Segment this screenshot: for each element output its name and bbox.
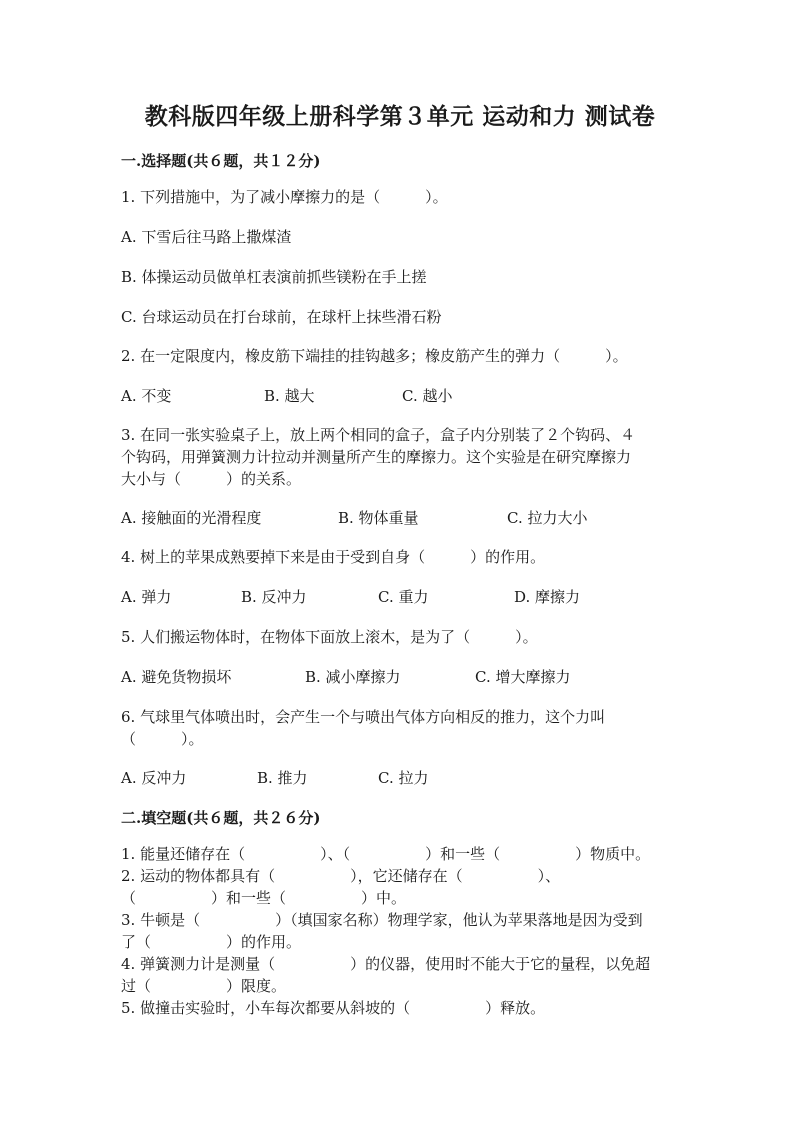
question-2-option-a: A. 不变 [121,387,172,405]
fill-line-1: 1. 能量还储存在（ ）、（ ）和一些（ ）物质中。 [121,845,651,863]
fill-line-2: 2. 运动的物体都具有（ ），它还储存在（ ）、 [121,867,561,885]
question-2-option-b: B. 越大 [264,387,315,405]
question-6-option-b: B. 推力 [257,769,308,787]
question-4-option-c: C. 重力 [378,588,429,606]
question-4-option-b: B. 反冲力 [241,588,307,606]
question-3-option-a: A. 接触面的光滑程度 [121,509,262,527]
question-5-option-b: B. 减小摩擦力 [305,668,401,686]
question-3-line-2: 个钩码，用弹簧测力计拉动并测量所产生的摩擦力。这个实验是在研究摩擦力 [121,448,632,466]
question-5-text: 5. 人们搬运物体时，在物体下面放上滚木，是为了（ ）。 [121,628,538,646]
question-3-option-b: B. 物体重量 [338,509,419,527]
section-heading-fill: 二.填空题(共６题，共２６分) [121,809,321,827]
question-4-text: 4. 树上的苹果成熟要掉下来是由于受到自身（ ）的作用。 [121,548,546,566]
question-1-option-a: A. 下雪后往马路上撒煤渣 [121,228,292,246]
question-1-option-c: C. 台球运动员在打台球前，在球杆上抹些滑石粉 [121,308,442,326]
question-3-line-1: 3. 在同一张实验桌子上，放上两个相同的盒子，盒子内分别装了２个钩码、４ [121,426,636,444]
fill-line-6: 4. 弹簧测力计是测量（ ）的仪器，使用时不能大于它的量程，以免超 [121,955,651,973]
question-5-option-c: C. 增大摩擦力 [475,668,571,686]
page-title: 教科版四年级上册科学第３单元 运动和力 测试卷 [144,103,656,130]
question-3-option-c: C. 拉力大小 [507,509,588,527]
question-3-line-3: 大小与（ ）的关系。 [121,470,302,488]
question-6-option-c: C. 拉力 [378,769,429,787]
question-1-option-b: B. 体操运动员做单杠表演前抓些镁粉在手上搓 [121,268,427,286]
question-6-line-2: （ ）。 [121,730,204,748]
fill-line-5: 了（ ）的作用。 [121,933,302,951]
question-4-option-d: D. 摩擦力 [514,588,581,606]
question-6-option-a: A. 反冲力 [121,769,187,787]
question-4-option-a: A. 弹力 [121,588,172,606]
question-2-option-c: C. 越小 [402,387,453,405]
fill-line-3: （ ）和一些（ ）中。 [121,889,407,907]
fill-line-7: 过（ ）限度。 [121,977,287,995]
section-heading-choice: 一.选择题(共６题，共１２分) [121,152,321,170]
fill-line-4: 3. 牛顿是（ ）（填国家名称）物理学家，他认为苹果落地是因为受到 [121,911,643,929]
fill-line-8: 5. 做撞击实验时，小车每次都要从斜坡的（ ）释放。 [121,999,546,1017]
question-2-text: 2. 在一定限度内，橡皮筋下端挂的挂钩越多；橡皮筋产生的弹力（ ）。 [121,347,628,365]
question-6-line-1: 6. 气球里气体喷出时，会产生一个与喷出气体方向相反的推力，这个力叫 [121,708,606,726]
question-5-option-a: A. 避免货物损坏 [121,668,232,686]
question-1-text: 1. 下列措施中，为了减小摩擦力的是（ ）。 [121,188,448,206]
